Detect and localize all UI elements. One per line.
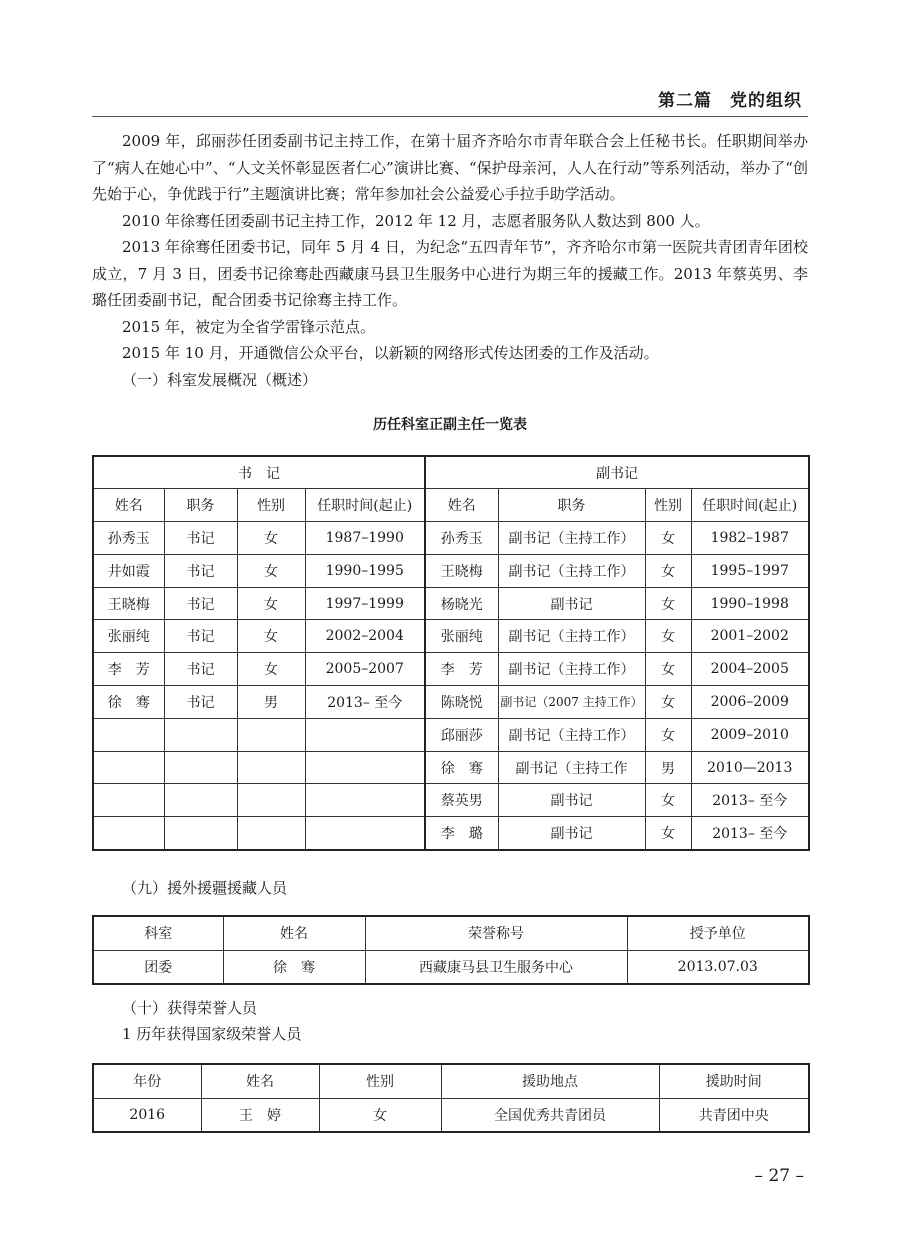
table-cell: 女: [319, 1098, 441, 1132]
table-cell: 李 璐: [425, 817, 498, 850]
table-cell: 女: [645, 554, 691, 587]
table-cell: 王晓梅: [93, 587, 164, 620]
table-cell: 副书记: [498, 817, 645, 850]
table-cell: 副书记（主持工作）: [498, 522, 645, 555]
table-cell: 女: [645, 653, 691, 686]
table-cell: 书记: [164, 587, 237, 620]
table-cell: 女: [645, 686, 691, 719]
table-cell: 徐 骞: [425, 751, 498, 784]
table-cell: 蔡英男: [425, 784, 498, 817]
column-header: 职务: [498, 489, 645, 522]
table-cell: [305, 751, 425, 784]
section-heading-honor: （十）获得荣誉人员: [122, 999, 258, 1017]
table-cell: [93, 817, 164, 850]
table-cell: 全国优秀共青团员: [441, 1098, 659, 1132]
table-cell: 女: [237, 587, 305, 620]
table-cell: 1982–1987: [691, 522, 809, 555]
column-header-row: [93, 1064, 809, 1098]
table-cell: 团委: [93, 950, 223, 984]
column-header: 职务: [164, 489, 237, 522]
table-cell: 女: [237, 653, 305, 686]
header-rule: [92, 116, 808, 117]
table-cell: 2004–2005: [691, 653, 809, 686]
table-cell: [305, 817, 425, 850]
table-cell: 2005–2007: [305, 653, 425, 686]
group-header-deputy: 副书记: [425, 456, 809, 489]
table-row: [93, 817, 809, 850]
table-cell: 副书记（主持工作）: [498, 718, 645, 751]
table-cell: 孙秀玉: [425, 522, 498, 555]
table-cell: 2016: [93, 1098, 201, 1132]
table-cell: 书记: [164, 653, 237, 686]
table-cell: 副书记（主持工作）: [498, 620, 645, 653]
table-row: [93, 522, 809, 555]
aid-table: [92, 915, 810, 985]
table-cell: 共青团中央: [659, 1098, 809, 1132]
table-cell: [93, 718, 164, 751]
table-cell: 书记: [164, 522, 237, 555]
column-header: 援助地点: [441, 1064, 659, 1098]
subsection-heading-national: 1 历年获得国家级荣誉人员: [122, 1025, 302, 1043]
table-cell: 1990–1995: [305, 554, 425, 587]
table-cell: 1990–1998: [691, 587, 809, 620]
table-cell: 2001–2002: [691, 620, 809, 653]
table-cell: [164, 817, 237, 850]
table-cell: 1995–1997: [691, 554, 809, 587]
column-header: 性别: [237, 489, 305, 522]
running-header: 第二篇 党的组织: [658, 91, 802, 111]
column-header: 授予单位: [627, 916, 809, 950]
table-cell: 李 芳: [93, 653, 164, 686]
paragraph: 2015 年 10 月，开通微信公众平台，以新颖的网络形式传达团委的工作及活动。: [122, 344, 659, 362]
table-cell: 2006–2009: [691, 686, 809, 719]
honor-table: [92, 1063, 810, 1133]
table-cell: 女: [237, 554, 305, 587]
table-cell: 2013– 至今: [691, 784, 809, 817]
section-heading-aid: （九）援外援疆援藏人员: [122, 879, 288, 897]
table-cell: 孙秀玉: [93, 522, 164, 555]
table-cell: 王 婷: [201, 1098, 319, 1132]
paragraph: 2010 年徐骞任团委副书记主持工作，2012 年 12 月，志愿者服务队人数达到 800 人。: [122, 211, 710, 230]
table-cell: 副书记: [498, 587, 645, 620]
page-number: – 27 –: [754, 1166, 804, 1186]
table-cell: 男: [645, 751, 691, 784]
table-cell: 女: [645, 718, 691, 751]
table-cell: [237, 751, 305, 784]
table-row: [93, 620, 809, 653]
table-cell: [164, 784, 237, 817]
table-cell: 徐 骞: [223, 950, 365, 984]
table-cell: 张丽纯: [425, 620, 498, 653]
table-cell: 陈晓悦: [425, 686, 498, 719]
table-cell: 2013.07.03: [627, 950, 809, 984]
column-header: 援助时间: [659, 1064, 809, 1098]
table-row: [93, 1098, 809, 1132]
table-row: [93, 587, 809, 620]
table-cell: 女: [645, 620, 691, 653]
section-heading: （一）科室发展概况（概述）: [122, 370, 318, 389]
table-cell: 张丽纯: [93, 620, 164, 653]
paragraph: 2013 年徐骞任团委书记，同年 5 月 4 日，为纪念“五四青年节”，齐齐哈尔市第一医院共青团青年团校成立，7 月 3 日，团委书记徐骞赴西藏康马县卫生服务中心进行为期三年的援藏工作。2013 年蔡英男、李璐任团委副书记，配合团委书记徐骞主持工作。: [92, 238, 808, 309]
table-cell: 2013– 至今: [691, 817, 809, 850]
table-row: [93, 554, 809, 587]
table-cell: [93, 751, 164, 784]
table-cell: 副书记（主持工作）: [498, 653, 645, 686]
table-cell: [164, 718, 237, 751]
paragraph: 2009 年，邱丽莎任团委副书记主持工作，在第十届齐齐哈尔市青年联合会上任秘书长。任职期间举办了“病人在她心中”、“人文关怀彰显医者仁心”演讲比赛、“保护母亲河，人人在行动”等系列活动，举办了“创先始于心，争优践于行”主题演讲比赛；常年参加社会公益爱心手拉手助学活动。: [92, 132, 808, 203]
table-cell: 女: [237, 522, 305, 555]
table-caption: 历任科室正副主任一览表: [373, 417, 527, 433]
table-cell: 副书记: [498, 784, 645, 817]
table-cell: 女: [645, 587, 691, 620]
table-cell: [237, 817, 305, 850]
table-cell: 邱丽莎: [425, 718, 498, 751]
table-cell: 井如霞: [93, 554, 164, 587]
group-header-row: [93, 456, 809, 489]
body-text: [92, 128, 808, 393]
column-header-row: [93, 916, 809, 950]
table-cell: 副书记（主持工作）: [498, 554, 645, 587]
table-cell: [305, 784, 425, 817]
group-header-secretary: 书 记: [93, 456, 425, 489]
table-cell: 女: [645, 522, 691, 555]
table-cell: [237, 718, 305, 751]
table-cell: 王晓梅: [425, 554, 498, 587]
table-cell: 西藏康马县卫生服务中心: [365, 950, 627, 984]
table-cell: 2010—2013: [691, 751, 809, 784]
table-cell: 女: [645, 784, 691, 817]
column-header: 任职时间(起止): [305, 489, 425, 522]
table-cell: 徐 骞: [93, 686, 164, 719]
table-row: [93, 784, 809, 817]
column-header: 姓名: [425, 489, 498, 522]
column-header: 年份: [93, 1064, 201, 1098]
table-cell: 1997–1999: [305, 587, 425, 620]
table-cell: 2009–2010: [691, 718, 809, 751]
column-header: 姓名: [223, 916, 365, 950]
table-row: [93, 653, 809, 686]
table-row: [93, 718, 809, 751]
column-header-row: [93, 489, 809, 522]
column-header: 姓名: [201, 1064, 319, 1098]
table-cell: 2013– 至今: [305, 686, 425, 719]
table-cell: 书记: [164, 620, 237, 653]
table-row: [93, 686, 809, 719]
table-cell: 李 芳: [425, 653, 498, 686]
table-cell: 女: [237, 620, 305, 653]
table-cell: 男: [237, 686, 305, 719]
table-cell: 1987–1990: [305, 522, 425, 555]
leaders-table: [92, 455, 810, 851]
table-cell: 杨晓光: [425, 587, 498, 620]
column-header: 性别: [645, 489, 691, 522]
table-row: [93, 950, 809, 984]
table-cell: 书记: [164, 554, 237, 587]
table-cell: 副书记（2007 主持工作）: [498, 686, 645, 719]
paragraph: 2015 年，被定为全省学雷锋示范点。: [122, 317, 375, 336]
column-header: 科室: [93, 916, 223, 950]
table-cell: 副书记（主持工作: [498, 751, 645, 784]
table-cell: 女: [645, 817, 691, 850]
column-header: 任职时间(起止): [691, 489, 809, 522]
table-cell: [305, 718, 425, 751]
table-cell: [164, 751, 237, 784]
column-header: 性别: [319, 1064, 441, 1098]
table-cell: [237, 784, 305, 817]
table-cell: 2002–2004: [305, 620, 425, 653]
table-cell: [93, 784, 164, 817]
column-header: 荣誉称号: [365, 916, 627, 950]
table-row: [93, 751, 809, 784]
table-cell: 书记: [164, 686, 237, 719]
column-header: 姓名: [93, 489, 164, 522]
